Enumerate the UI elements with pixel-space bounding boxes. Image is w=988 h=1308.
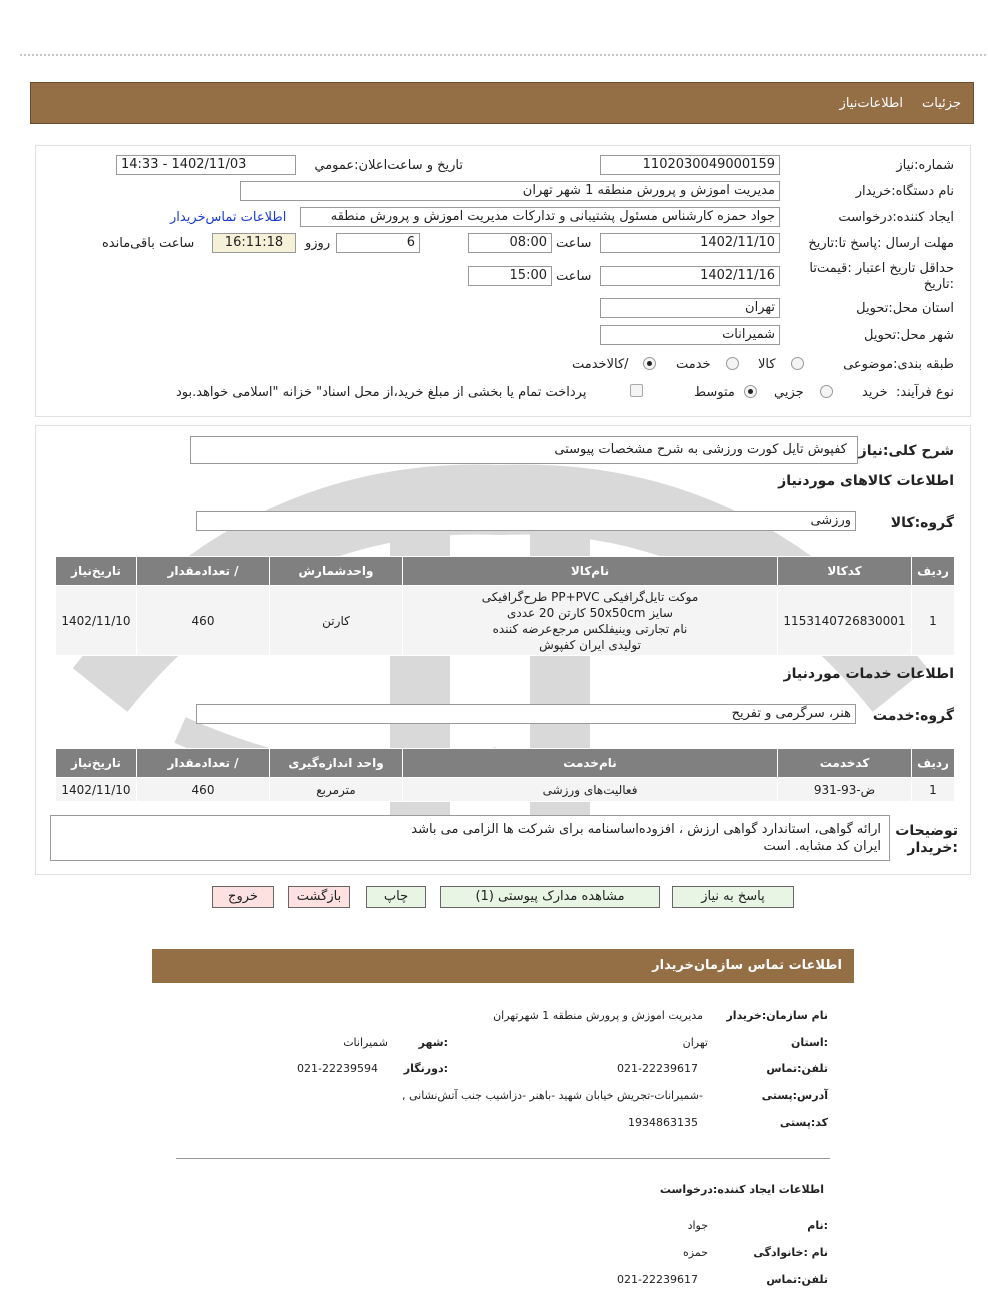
org-label: نام سازمان:خریدار — [726, 1009, 828, 1022]
contact-fax-value: 021-22239594 — [297, 1062, 378, 1075]
province-field: تهران — [600, 298, 780, 318]
service-col-qty: / تعدادمقدار — [137, 749, 270, 778]
contact-city-value: شمیرانات — [343, 1036, 388, 1049]
goods-cell-name — [403, 586, 778, 656]
summary-field: کفپوش تایل کورت ورزشی به شرح مشخصات پیوستی — [190, 436, 858, 464]
buyer-contact-title: اطلاعات تماس سازمان‌خریدار — [652, 958, 842, 973]
service-col-unit: واحد اندازه‌گیری — [270, 749, 403, 778]
process-option-partial: جزیي — [774, 385, 804, 400]
goods-table — [55, 556, 955, 656]
service-cell-code: ض-93-931 — [778, 778, 912, 802]
goods-group-field: ورزشی — [196, 511, 856, 531]
announce-field: 1402/11/03 - 14:33 — [116, 155, 296, 175]
services-table — [55, 748, 955, 802]
process-buy-label: خرید — [862, 385, 888, 400]
header-bar — [30, 82, 974, 124]
category-option-service: خدمت — [676, 357, 711, 372]
creator-phone-label: تلفن:تماس — [766, 1273, 828, 1286]
need-number-label: شماره:نیاز — [896, 158, 954, 173]
goods-col-row: ردیف — [912, 557, 955, 586]
contact-postal-value: 1934863135 — [628, 1116, 698, 1129]
tab-need-info[interactable]: اطلاعات‌نیاز — [839, 96, 903, 111]
days-label: روزو — [305, 236, 331, 251]
goods-name-line: نام تجارتی وینیفلکس مرجع‌عرضه کننده — [492, 621, 688, 636]
days-field: 6 — [336, 233, 420, 253]
deadline-label: مهلت ارسال :پاسخ تا:تاریخ — [808, 236, 954, 251]
remaining-label: ساعت باقی‌مانده — [102, 236, 195, 251]
process-label: نوع فرآیند: — [896, 385, 954, 400]
contact-address-label: آدرس:پستی — [761, 1089, 828, 1102]
buyer-contact-link[interactable]: اطلاعات تماس‌خریدار — [170, 210, 287, 225]
summary-label: شرح کلی:نیاز — [858, 443, 954, 459]
buyer-contact-bar — [152, 949, 854, 983]
service-cell-date: 1402/11/10 — [56, 778, 137, 802]
goods-col-qty: / تعدادمقدار — [137, 557, 270, 586]
goods-col-name: نام‌کالا — [403, 557, 778, 586]
goods-table-header — [56, 557, 955, 586]
treasury-checkbox[interactable] — [630, 384, 643, 397]
contact-fax-label: :دورنگار — [403, 1062, 448, 1075]
service-col-name: نام‌خدمت — [403, 749, 778, 778]
contact-postal-label: کد:پستی — [779, 1116, 828, 1129]
goods-cell-code: 1153140726830001 — [778, 586, 912, 656]
contact-address-value: -شمیرانات-تجریش خیابان شهید -باهنر -دزاشیب جنب آتش‌نشانی , — [401, 1089, 703, 1102]
buyer-notes-field — [50, 815, 890, 861]
creator-family-label: نام :خانوادگی — [753, 1246, 828, 1259]
goods-col-unit: واحدشمارش — [270, 557, 403, 586]
validity-label-2: :تاریخ — [923, 277, 954, 292]
service-cell-qty: 460 — [137, 778, 270, 802]
service-group-label: گروه:خدمت — [872, 708, 954, 724]
goods-group-label: گروه:کالا — [890, 515, 954, 531]
service-col-date: تاریخ‌نیاز — [56, 749, 137, 778]
contact-phone-value: 021-22239617 — [617, 1062, 698, 1075]
city-label: شهر محل:تحویل — [864, 328, 954, 343]
top-divider — [20, 54, 986, 56]
goods-cell-qty: 460 — [137, 586, 270, 656]
service-cell-unit: مترمربع — [270, 778, 403, 802]
goods-name-line: موکت تایل‌گرافیکی PP+PVC طرح‌گرافیکی — [481, 589, 699, 604]
contact-divider — [176, 1158, 830, 1159]
category-radio-service[interactable] — [726, 357, 739, 370]
deadline-time-label: ساعت — [556, 236, 592, 251]
service-group-field: هنر، سرگرمی و تفریح — [196, 704, 856, 724]
remaining-time-display: 16:11:18 — [212, 233, 296, 253]
validity-time-field: 15:00 — [468, 266, 552, 286]
services-heading: اطلاعات خدمات موردنیاز — [783, 666, 954, 682]
validity-time-label: ساعت — [556, 269, 592, 284]
announce-label: تاریخ و ساعت‌اعلان:عمومي — [314, 158, 463, 173]
goods-cell-date: 1402/11/10 — [56, 586, 137, 656]
tab-details[interactable]: جزئیات — [922, 96, 961, 111]
deadline-date-field: 1402/11/10 — [600, 233, 780, 253]
need-number-field: 1102030049000159 — [600, 155, 780, 175]
service-col-row: ردیف — [912, 749, 955, 778]
process-option-medium: متوسط — [694, 385, 735, 400]
print-button[interactable]: چاپ — [366, 886, 426, 908]
view-attachments-button[interactable]: مشاهده مدارک پیوستی (1) — [440, 886, 660, 908]
buyer-notes-label: توضیحات — [895, 823, 958, 839]
goods-name-line: تولیدی ایران کفپوش — [539, 637, 641, 652]
province-label: استان محل:تحویل — [856, 301, 954, 316]
contact-city-label: :شهر — [418, 1036, 448, 1049]
creator-family-value: حمزه — [683, 1246, 708, 1259]
exit-button[interactable]: خروج — [212, 886, 274, 908]
goods-col-code: کدکالا — [778, 557, 912, 586]
buyer-label: نام دستگاه:خریدار — [855, 184, 954, 199]
category-option-goods-service: /کالاخدمت — [572, 357, 629, 372]
creator-field: جواد حمزه کارشناس مسئول پشتیبانی و تدارکات مدیریت اموزش و پرورش منطقه — [300, 207, 780, 227]
process-radio-partial[interactable] — [820, 385, 833, 398]
buyer-notes-line: ایران کد مشابه. است — [763, 839, 881, 854]
creator-phone-value: 021-22239617 — [617, 1273, 698, 1286]
table-row — [56, 778, 955, 802]
creator-name-label: :نام — [807, 1219, 828, 1232]
goods-col-date: تاریخ‌نیاز — [56, 557, 137, 586]
reply-button[interactable]: پاسخ به نیاز — [672, 886, 794, 908]
goods-name-line: سایز 50x50cm کارتن 20 عددی — [506, 605, 673, 620]
validity-label: حداقل تاریخ اعتبار :قیمت‌تا — [809, 261, 954, 276]
category-radio-goods[interactable] — [791, 357, 804, 370]
org-value: مدیریت اموزش و پرورش منطقه 1 شهرتهران — [493, 1009, 703, 1022]
back-button[interactable]: بازگشت — [288, 886, 350, 908]
category-radio-goods-service[interactable] — [643, 357, 656, 370]
service-col-code: کدخدمت — [778, 749, 912, 778]
services-table-header — [56, 749, 955, 778]
validity-date-field: 1402/11/16 — [600, 266, 780, 286]
goods-cell-unit: کارتن — [270, 586, 403, 656]
goods-cell-row: 1 — [912, 586, 955, 656]
process-radio-medium[interactable] — [744, 385, 757, 398]
buyer-notes-label-2: :خریدار — [907, 840, 958, 856]
creator-label: ایجاد کننده:درخواست — [838, 210, 954, 225]
city-field: شمیرانات — [600, 325, 780, 345]
contact-province-value: تهران — [682, 1036, 708, 1049]
deadline-time-field: 08:00 — [468, 233, 552, 253]
contact-province-label: :استان — [791, 1036, 828, 1049]
creator-heading: اطلاعات ایجاد کننده:درخواست — [659, 1183, 824, 1196]
category-option-goods: کالا — [758, 357, 776, 372]
goods-heading: اطلاعات کالاهای موردنیاز — [778, 473, 954, 489]
table-row — [56, 586, 955, 656]
contact-phone-label: تلفن:تماس — [766, 1062, 828, 1075]
creator-name-value: جواد — [687, 1219, 708, 1232]
payment-note: پرداخت تمام یا بخشی از مبلغ خرید،از محل اسناد" خزانه "اسلامی خواهد.بود — [176, 385, 587, 400]
buyer-field: مدیریت اموزش و پرورش منطقه 1 شهر تهران — [240, 181, 780, 201]
buyer-notes-line: ارائه گواهی، استاندارد گواهی ارزش ، افزوده‌اساسنامه برای شرکت ها الزامی می باشد — [411, 822, 881, 837]
service-cell-name: فعالیت‌های ورزشی — [403, 778, 778, 802]
service-cell-row: 1 — [912, 778, 955, 802]
category-label: طبقه بندی:موضوعی — [843, 357, 954, 372]
